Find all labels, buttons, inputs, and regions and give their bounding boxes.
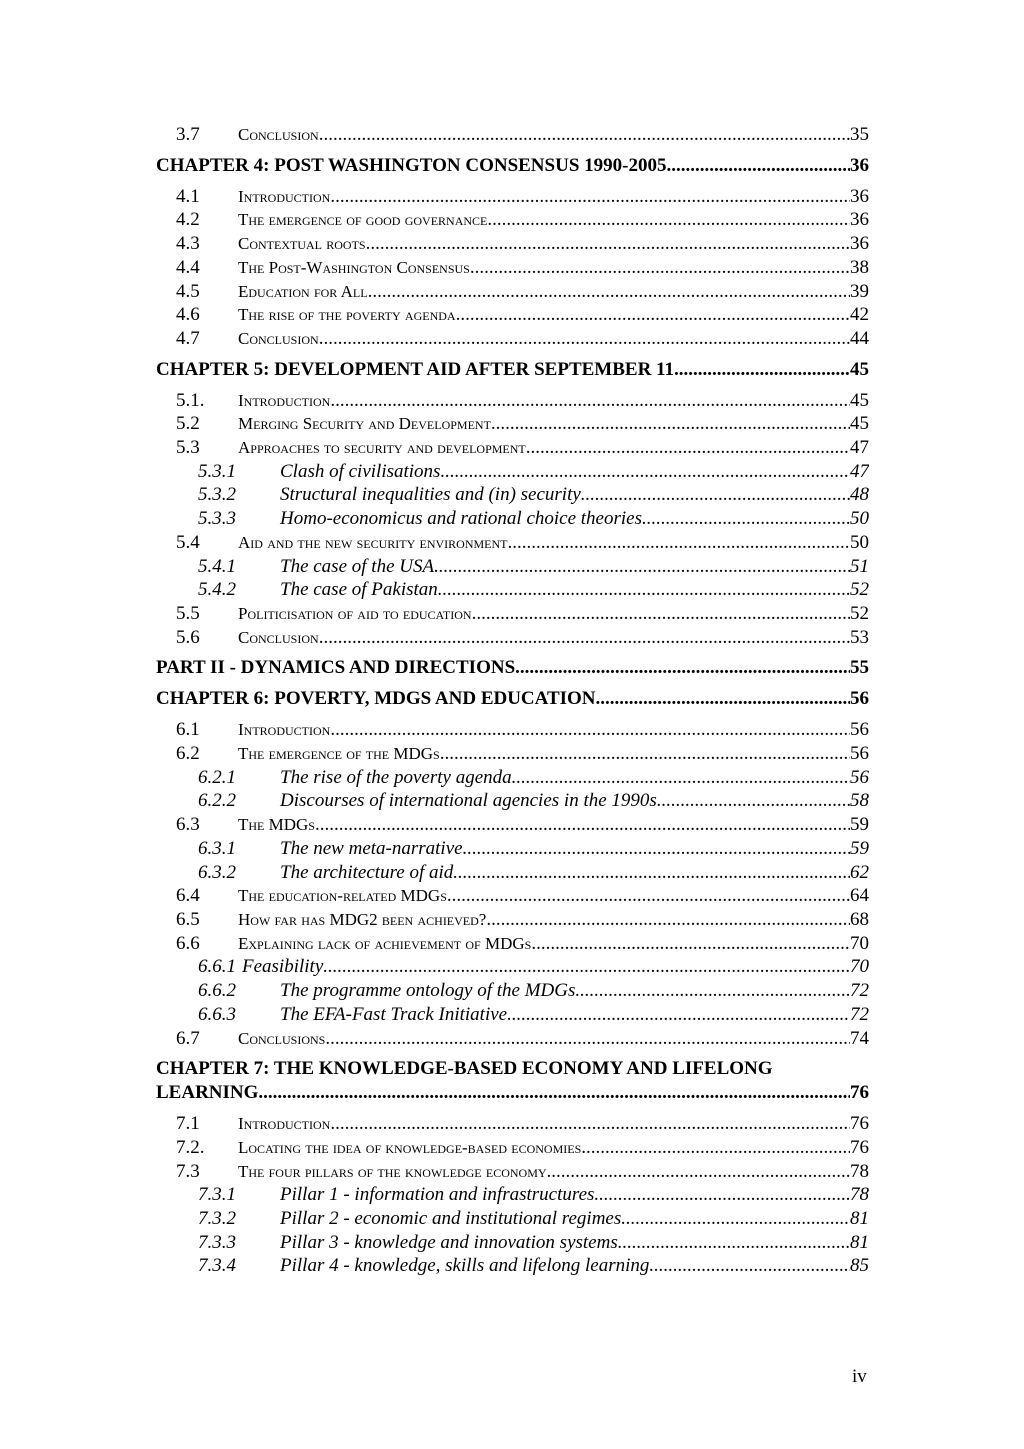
toc-entry-page: 38 (850, 256, 869, 278)
dot-leader (515, 656, 850, 680)
toc-entry-page: 39 (850, 280, 869, 302)
toc-entry-number: 5.5 (176, 602, 200, 624)
toc-subsection-entry[interactable] (156, 955, 869, 979)
toc-entry-page: 81 (850, 1231, 869, 1253)
toc-subsection-entry[interactable] (156, 979, 869, 1003)
toc-entry-continuation (156, 1081, 869, 1105)
toc-section-entry[interactable] (156, 280, 869, 304)
dot-leader (319, 626, 850, 650)
toc-entry-title: The case of Pakistan (280, 579, 438, 601)
toc-entry-title: The education-related MDGs (238, 886, 447, 906)
toc-entry-page: 74 (850, 1027, 869, 1049)
toc-subsection-entry[interactable] (156, 483, 869, 507)
toc-section-entry[interactable] (156, 626, 869, 650)
toc-entry-page: 59 (850, 814, 869, 836)
toc-entry-title: The rise of the poverty agenda (280, 766, 512, 788)
toc-entry-page: 36 (850, 185, 869, 207)
toc-entry-title: Introduction (238, 390, 331, 410)
toc-subsection-entry[interactable] (156, 1254, 869, 1278)
toc-entry-number: 5.3.1 (198, 460, 236, 482)
toc-chapter-entry[interactable] (156, 1057, 869, 1105)
toc-entry-title: The case of the USA (280, 555, 435, 577)
toc-section-entry[interactable] (156, 1136, 869, 1160)
toc-entry-number: 5.2 (176, 413, 200, 435)
toc-entry-number: 6.2.1 (198, 766, 236, 788)
toc-entry-number: 7.3.2 (198, 1208, 236, 1230)
toc-entry-number: 6.4 (176, 885, 200, 907)
toc-entry-title: CHAPTER 7: THE KNOWLEDGE-BASED ECONOMY AND LIFELONG (156, 1058, 773, 1080)
dot-leader (491, 412, 850, 436)
toc-entry-title: Feasibility (242, 956, 324, 978)
dot-leader (657, 789, 850, 813)
toc-entry-page: 36 (850, 154, 869, 176)
dot-leader (575, 979, 850, 1003)
toc-entry-page: 45 (850, 358, 869, 380)
dot-leader (330, 718, 850, 742)
toc-entry-number: 6.3 (176, 814, 200, 836)
toc-entry-number: 5.1. (176, 389, 205, 411)
dot-leader (507, 1003, 850, 1027)
toc-entry-number: 4.6 (176, 304, 200, 326)
toc-entry-page: 64 (850, 885, 869, 907)
dot-leader (581, 1136, 850, 1160)
toc-entry-page: 45 (850, 389, 869, 411)
toc-entry-page: 53 (850, 626, 869, 648)
toc-chapter-entry[interactable] (156, 687, 869, 711)
toc-entry-page: 47 (850, 437, 869, 459)
toc-entry-number: 6.2 (176, 743, 200, 765)
toc-entry-number: 6.6.3 (198, 1003, 236, 1025)
dot-leader (463, 837, 850, 861)
toc-entry-title: Homo-economicus and rational choice theories (280, 508, 642, 530)
toc-entry-number: 5.3.2 (198, 484, 236, 506)
toc-entry-title: The EFA-Fast Track Initiative (280, 1003, 508, 1025)
toc-section-entry[interactable] (156, 256, 869, 280)
dot-leader (547, 1160, 850, 1184)
dot-leader (447, 884, 850, 908)
dot-leader (323, 955, 850, 979)
toc-subsection-entry[interactable] (156, 1231, 869, 1255)
toc-entry-number: 5.3 (176, 437, 200, 459)
toc-entry-page: 72 (850, 1003, 869, 1025)
toc-entry-page: 58 (850, 790, 869, 812)
toc-subsection-entry[interactable] (156, 460, 869, 484)
toc-entry-page: 36 (850, 233, 869, 255)
dot-leader (581, 483, 850, 507)
toc-entry-page: 76 (850, 1136, 869, 1158)
toc-entry-title: Introduction (238, 1114, 331, 1134)
toc-entry-title: Clash of civilisations (280, 460, 441, 482)
toc-section-entry[interactable] (156, 602, 869, 626)
dot-leader (508, 531, 851, 555)
toc-entry-title: CHAPTER 5: DEVELOPMENT AID AFTER SEPTEMBER 11 (156, 358, 675, 380)
toc-entry-page: 56 (850, 743, 869, 765)
toc-entry-page: 72 (850, 980, 869, 1002)
toc-entry-number: 6.3.2 (198, 861, 236, 883)
toc-entry-title: The four pillars of the knowledge economy (238, 1161, 547, 1181)
toc-entry-number: 7.3.1 (198, 1184, 236, 1206)
toc-section-entry[interactable] (156, 303, 869, 327)
toc-entry-number: 5.3.3 (198, 508, 236, 530)
dot-leader (258, 1081, 850, 1105)
toc-entry-page: 47 (850, 460, 869, 482)
toc-entry-page: 52 (850, 579, 869, 601)
toc-entry-number: 7.3 (176, 1160, 200, 1182)
toc-entry-title: CHAPTER 6: POVERTY, MDGS AND EDUCATION (156, 688, 596, 710)
dot-leader (366, 232, 850, 256)
dot-leader (453, 861, 850, 885)
toc-entry-title: The architecture of aid (280, 861, 454, 883)
toc-subsection-entry[interactable] (156, 1003, 869, 1027)
toc-entry-title: PART II - DYNAMICS AND DIRECTIONS (156, 657, 516, 679)
toc-entry-page: 76 (850, 1113, 869, 1135)
toc-entry-page: 52 (850, 602, 869, 624)
toc-section-entry[interactable] (156, 932, 869, 956)
dot-leader (368, 280, 850, 304)
page-number: iv (852, 1366, 867, 1387)
toc-section-entry[interactable] (156, 123, 869, 147)
toc-entry-title: Pillar 2 - economic and institutional regimes (280, 1208, 622, 1230)
toc-entry-page: 70 (850, 932, 869, 954)
toc-entry-number: 6.5 (176, 908, 200, 930)
table-of-contents (156, 123, 869, 1278)
toc-entry-number: 6.1 (176, 719, 200, 741)
toc-entry-title: The new meta-narrative (280, 837, 463, 859)
toc-entry-title: Conclusions (238, 1028, 326, 1048)
toc-entry-page: 78 (850, 1160, 869, 1182)
dot-leader (649, 1254, 850, 1278)
toc-entry-title: The rise of the poverty agenda (238, 305, 456, 325)
toc-subsection-entry[interactable] (156, 507, 869, 531)
toc-entry-page: 35 (850, 124, 869, 145)
toc-subsection-entry[interactable] (156, 1207, 869, 1231)
toc-entry-number: 4.3 (176, 233, 200, 255)
toc-subsection-entry[interactable] (156, 837, 869, 861)
toc-subsection-entry[interactable] (156, 789, 869, 813)
toc-entry-number: 5.4.1 (198, 555, 236, 577)
toc-entry-number: 4.4 (176, 256, 200, 278)
toc-section-entry[interactable] (156, 185, 869, 209)
dot-leader (674, 358, 850, 382)
toc-subsection-entry[interactable] (156, 1183, 869, 1207)
toc-entry-page: 76 (850, 1082, 869, 1104)
toc-entry-page: 62 (850, 861, 869, 883)
toc-section-entry[interactable] (156, 1027, 869, 1051)
dot-leader (526, 436, 850, 460)
toc-entry-number: 6.7 (176, 1027, 200, 1049)
toc-section-entry[interactable] (156, 327, 869, 351)
dot-leader (319, 327, 850, 351)
toc-subsection-entry[interactable] (156, 861, 869, 885)
toc-entry-page: 55 (850, 657, 869, 679)
toc-entry-page: 56 (850, 688, 869, 710)
dot-leader (315, 813, 850, 837)
dot-leader (621, 1207, 850, 1231)
dot-leader (440, 460, 850, 484)
toc-entry-title: Pillar 1 - information and infrastructures (280, 1184, 595, 1206)
toc-entry-title: Structural inequalities and (in) security (280, 484, 581, 506)
dot-leader (487, 208, 850, 232)
toc-entry-number: 4.5 (176, 280, 200, 302)
toc-entry-number: 7.3.3 (198, 1231, 236, 1253)
toc-entry-page: 70 (850, 956, 869, 978)
toc-chapter-entry[interactable] (156, 154, 869, 178)
toc-entry-title: Pillar 3 - knowledge and innovation systems (280, 1231, 618, 1253)
toc-entry-page: 36 (850, 209, 869, 231)
toc-chapter-entry[interactable] (156, 656, 869, 680)
toc-section-entry[interactable] (156, 232, 869, 256)
toc-entry-number: 7.3.4 (198, 1255, 236, 1277)
toc-entry-title: Conclusion (238, 125, 319, 144)
toc-entry-number: 6.6.1 (198, 956, 236, 978)
dot-leader (434, 555, 850, 579)
toc-entry-number: 5.4 (176, 531, 200, 553)
toc-entry-number: 4.7 (176, 327, 200, 349)
toc-entry-title: Merging Security and Development (238, 414, 491, 434)
toc-section-entry[interactable] (156, 1160, 869, 1184)
dot-leader (470, 256, 850, 280)
toc-section-entry[interactable] (156, 884, 869, 908)
toc-entry-page: 50 (850, 531, 869, 553)
toc-entry-title: Politicisation of aid to education (238, 603, 472, 623)
toc-section-entry[interactable] (156, 718, 869, 742)
toc-chapter-entry[interactable] (156, 358, 869, 382)
toc-entry-title: The Post-Washington Consensus (238, 257, 470, 277)
toc-entry-page: 48 (850, 484, 869, 506)
toc-subsection-entry[interactable] (156, 578, 869, 602)
toc-entry-page: 68 (850, 908, 869, 930)
toc-entry-number: 3.7 (176, 124, 200, 145)
toc-entry-page: 85 (850, 1255, 869, 1277)
toc-subsection-entry[interactable] (156, 555, 869, 579)
toc-entry-page: 78 (850, 1184, 869, 1206)
dot-leader (486, 908, 850, 932)
toc-section-entry[interactable] (156, 813, 869, 837)
toc-entry-title: Approaches to security and development (238, 438, 526, 458)
dot-leader (594, 1183, 850, 1207)
dot-leader (666, 154, 850, 178)
toc-entry-number: 7.2. (176, 1136, 205, 1158)
dot-leader (456, 303, 850, 327)
toc-entry-page: 44 (850, 327, 869, 349)
toc-section-entry[interactable] (156, 908, 869, 932)
dot-leader (472, 602, 850, 626)
toc-entry-page: 56 (850, 766, 869, 788)
dot-leader (618, 1231, 850, 1255)
toc-entry-title: Pillar 4 - knowledge, skills and lifelong learning (280, 1255, 650, 1277)
dot-leader (319, 123, 850, 147)
toc-entry-title: Introduction (238, 186, 331, 206)
toc-entry-title: Introduction (238, 720, 331, 740)
toc-entry-title: Locating the idea of knowledge-based economies (238, 1137, 582, 1157)
toc-entry-title: Discourses of international agencies in the 1990s (280, 790, 657, 812)
toc-entry-page: 42 (850, 304, 869, 326)
toc-section-entry[interactable] (156, 412, 869, 436)
toc-entry-page: 51 (850, 555, 869, 577)
toc-entry-number: 5.6 (176, 626, 200, 648)
toc-entry-title: Explaining lack of achievement of MDGs (238, 933, 532, 953)
toc-entry-title: Conclusion (238, 627, 319, 647)
toc-entry-title: How far has MDG2 been achieved? (238, 909, 487, 929)
dot-leader (438, 578, 850, 602)
toc-entry-page: 45 (850, 413, 869, 435)
dot-leader (512, 766, 850, 790)
dot-leader (330, 1112, 850, 1136)
toc-entry-page: 59 (850, 837, 869, 859)
toc-entry-title: The programme ontology of the MDGs (280, 980, 576, 1002)
toc-section-entry[interactable] (156, 208, 869, 232)
toc-entry-number: 5.4.2 (198, 579, 236, 601)
toc-entry-page: 81 (850, 1208, 869, 1230)
toc-entry-number: 4.2 (176, 209, 200, 231)
dot-leader (642, 507, 850, 531)
toc-section-entry[interactable] (156, 436, 869, 460)
dot-leader (531, 932, 850, 956)
toc-entry-title: The MDGs (238, 815, 315, 835)
toc-entry-number: 7.1 (176, 1113, 200, 1135)
toc-entry-number: 6.3.1 (198, 837, 236, 859)
toc-section-entry[interactable] (156, 742, 869, 766)
toc-section-entry[interactable] (156, 1112, 869, 1136)
dot-leader (330, 185, 850, 209)
toc-section-entry[interactable] (156, 389, 869, 413)
dot-leader (325, 1027, 850, 1051)
dot-leader (330, 389, 850, 413)
toc-entry-title: Contextual roots (238, 234, 366, 254)
toc-entry-title-continued: LEARNING (156, 1082, 259, 1104)
toc-entry-title: CHAPTER 4: POST WASHINGTON CONSENSUS 1990-2005 (156, 154, 667, 176)
toc-section-entry[interactable] (156, 531, 869, 555)
dot-leader (440, 742, 850, 766)
toc-entry-title: Education for All (238, 281, 368, 301)
toc-entry-number: 6.6 (176, 932, 200, 954)
toc-entry-title: Aid and the new security environment (238, 532, 508, 552)
toc-entry-page: 56 (850, 719, 869, 741)
toc-entry-page: 50 (850, 508, 869, 530)
toc-entry-title: The emergence of good governance (238, 210, 488, 230)
toc-entry-number: 6.6.2 (198, 980, 236, 1002)
toc-entry-number: 4.1 (176, 185, 200, 207)
dot-leader (596, 687, 850, 711)
toc-entry-number: 6.2.2 (198, 790, 236, 812)
toc-entry-title: Conclusion (238, 328, 319, 348)
toc-entry-title: The emergence of the MDGs (238, 744, 440, 764)
toc-subsection-entry[interactable] (156, 766, 869, 790)
